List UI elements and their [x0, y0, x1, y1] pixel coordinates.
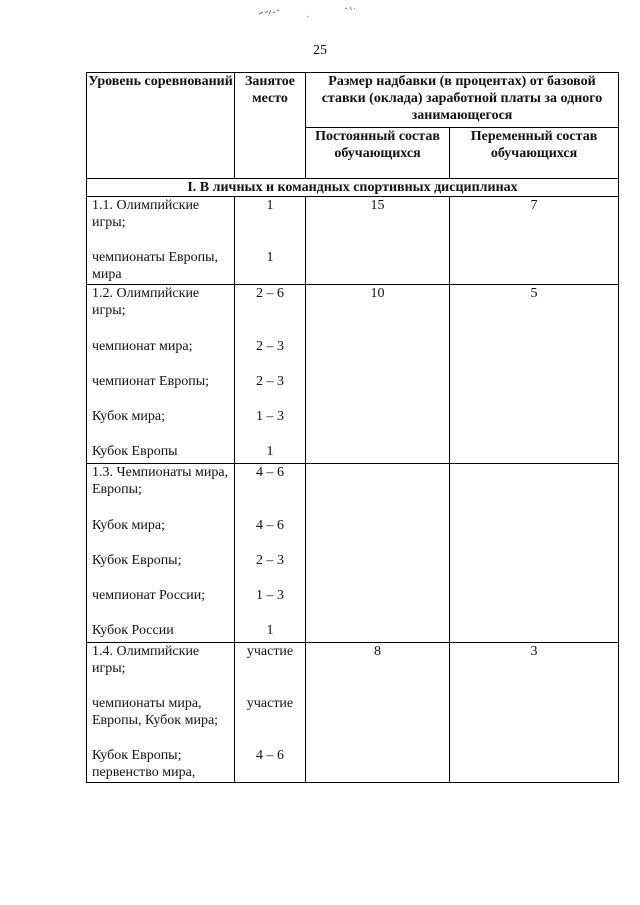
competition-level: Кубок Европы: [92, 444, 178, 459]
place: 1 – 3: [256, 409, 284, 424]
competition-level: чемпионат Европы;: [92, 374, 210, 389]
permanent-value: [306, 464, 450, 643]
place: 2 – 3: [256, 339, 284, 354]
competition-level: Кубок России: [92, 623, 174, 638]
place: 1: [266, 623, 274, 638]
variable-value: 5: [450, 285, 619, 464]
competition-level: Кубок Европы; первенство мира,: [92, 748, 196, 780]
page-number: 25: [313, 43, 327, 58]
competition-level: 1.1. Олимпийские игры;: [92, 198, 200, 230]
table-row: [87, 285, 619, 464]
competition-level: Кубок мира;: [92, 518, 165, 533]
permanent-value: 15: [306, 197, 450, 285]
place: участие: [246, 696, 294, 711]
competition-level: чемпионат России;: [92, 588, 206, 603]
variable-value: 7: [450, 197, 619, 285]
place: 2 – 3: [256, 553, 284, 568]
header-permanent-staff: Постоянный состав обучающихся: [306, 128, 450, 179]
place: 2 – 6: [256, 286, 284, 301]
competition-level: 1.3. Чемпионаты мира, Европы;: [92, 465, 229, 497]
competition-level: чемпионаты Европы, мира: [92, 250, 219, 282]
header-place: Занятое место: [235, 73, 306, 179]
place: участие: [246, 644, 294, 659]
table-row: [87, 643, 619, 783]
place: 1 – 3: [256, 588, 284, 603]
bonus-table: [86, 72, 619, 783]
competition-level: чемпионат мира;: [92, 339, 193, 354]
place: 1: [266, 444, 274, 459]
competition-level: Кубок мира;: [92, 409, 165, 424]
section-title: I. В личных и командных спортивных дисциплинах: [87, 179, 619, 197]
permanent-value: 8: [306, 643, 450, 783]
variable-value: [450, 464, 619, 643]
header-variable-staff: Переменный состав обучающихся: [450, 128, 619, 179]
competition-level: Кубок Европы;: [92, 553, 182, 568]
competition-level: чемпионаты мира, Европы, Кубок мира;: [92, 696, 219, 728]
place: 4 – 6: [256, 518, 284, 533]
place: 1: [266, 198, 274, 213]
permanent-value: 10: [306, 285, 450, 464]
variable-value: 3: [450, 643, 619, 783]
competition-level: 1.4. Олимпийские игры;: [92, 644, 200, 676]
place: 4 – 6: [256, 748, 284, 763]
place: 1: [266, 250, 274, 265]
table-row: [87, 197, 619, 285]
header-level: Уровень соревнований: [87, 73, 235, 179]
place: 2 – 3: [256, 374, 284, 389]
header-bonus-size: Размер надбавки (в процентах) от базовой ставки (оклада) заработной платы за одного занимающегося: [306, 73, 619, 128]
scan-noise-marks: [255, 2, 375, 24]
place: 4 – 6: [256, 465, 284, 480]
competition-level: 1.2. Олимпийские игры;: [92, 286, 200, 318]
table-row: [87, 464, 619, 643]
